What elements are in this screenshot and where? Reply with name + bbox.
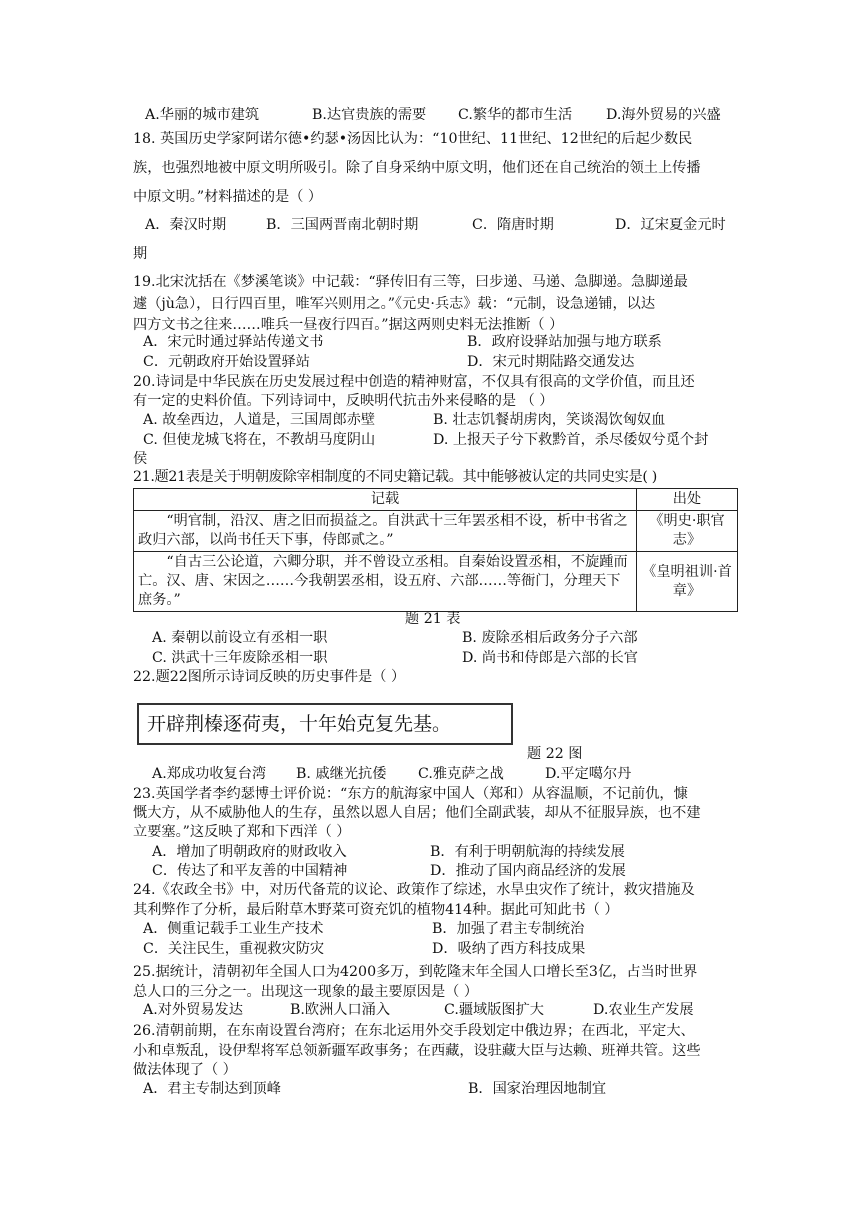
q23-option-a: A．增加了明朝政府的财政收入 — [152, 844, 347, 860]
q20-option-a: A. 故垒西边，人道是，三国周郎赤壁 — [143, 412, 376, 428]
q19-option-b: B．政府设驿站加强与地方联系 — [467, 334, 662, 350]
q18-line-3: 中原文明。”材料描述的是（ ） — [133, 189, 323, 205]
q22-option-d: D.平定噶尔丹 — [545, 766, 632, 782]
q18-option-b: B．三国两晋南北朝时期 — [266, 217, 419, 233]
q18-option-c: C．隋唐时期 — [472, 217, 554, 233]
q19-option-a: A．宋元时通过驿站传递文书 — [143, 334, 324, 350]
q17-option-b: B.达官贵族的需要 — [312, 107, 427, 123]
q20-line-2: 有一定的史料价值。下列诗词中，反映明代抗击外来侵略的是 （ ） — [133, 393, 554, 409]
q25-line-2: 总人口的三分之一。出现这一现象的最主要原因是（ ） — [133, 984, 479, 1000]
q25-option-b: B.欧洲人口涌入 — [290, 1002, 391, 1018]
q21-option-b: B. 废除丞相后政务分子六部 — [462, 630, 638, 646]
q21-table — [133, 488, 738, 612]
q23-option-c: C．传达了和平友善的中国精神 — [152, 863, 348, 879]
q24-option-c: C．关注民生，重视救灾防灾 — [143, 941, 325, 957]
q20-option-b: B. 壮志饥餐胡虏肉，笑谈渴饮匈奴血 — [433, 412, 666, 428]
q22-option-b: B. 戚继光抗倭 — [296, 766, 387, 782]
q18-option-a: A．秦汉时期 — [145, 217, 227, 233]
q17-option-c: C.繁华的都市生活 — [458, 107, 573, 123]
q18-option-d: D．辽宋夏金元时 — [615, 217, 726, 233]
q26-line-3: 做法体现了（ ） — [133, 1062, 237, 1078]
table-cell-source: 《明史·职官志》 — [637, 511, 738, 552]
q23-option-b: B．有利于明朝航海的持续发展 — [430, 844, 625, 860]
q24-option-d: D．吸纳了西方科技成果 — [432, 941, 586, 957]
table-cell-source: 《皇明祖训·首章》 — [637, 552, 738, 612]
q21-option-d: D. 尚书和侍郎是六部的长官 — [462, 650, 638, 666]
table-row — [134, 552, 738, 612]
q26-option-b: B．国家治理因地制宜 — [468, 1081, 607, 1097]
q25-option-d: D.农业生产发展 — [593, 1002, 694, 1018]
q19-option-c: C．元朝政府开始设置驿站 — [143, 354, 310, 370]
q21-caption: 题 21 表 — [405, 611, 461, 627]
q20-line-1: 20.诗词是中华民族在历史发展过程中创造的精神财富，不仅具有很高的文学价值，而且还 — [133, 374, 695, 390]
q18-line-2: 族，也强烈地被中原文明所吸引。除了自身采纳中原文明，他们还在自己统治的领土上传播 — [133, 160, 701, 176]
q17-option-d: D.海外贸易的兴盛 — [606, 107, 721, 123]
q21-option-a: A. 秦朝以前设立有丞相一职 — [152, 630, 328, 646]
q17-option-a: A.华丽的城市建筑 — [145, 107, 260, 123]
q22-poem-figure: 开辟荆榛逐荷夷，十年始克复先基。 — [137, 703, 513, 745]
q26-line-1: 26.清朝前期，在东南设置台湾府；在东北运用外交手段划定中俄边界；在西北，平定大、 — [133, 1023, 695, 1039]
q25-option-a: A.对外贸易发达 — [143, 1002, 243, 1018]
table-row — [134, 511, 738, 552]
q24-option-a: A．侧重记载手工业生产技术 — [143, 921, 324, 937]
table-header-record: 记载 — [134, 489, 637, 511]
q19-line-1: 19.北宋沈括在《梦溪笔谈》中记载：“驿传旧有三等，曰步递、马递、急脚递。急脚递最 — [133, 274, 688, 290]
q25-line-1: 25.据统计，清朝初年全国人口为4200多万，到乾隆末年全国人口增长至3亿，占当时世界 — [133, 964, 698, 980]
q20-option-c: C. 但使龙城飞将在，不教胡马度阴山 — [143, 432, 376, 448]
table-cell-record: “自古三公论道，六卿分职，并不曾设立丞相。自秦始设置丞相，不旋踵而亡。汉、唐、宋因之……今我朝罢丞相，设五府、六部……等衙门，分理天下庶务。” — [134, 552, 637, 612]
q19-option-d: D．宋元时期陆路交通发达 — [467, 354, 635, 370]
q19-line-2: 遽（jù急），日行四百里，唯军兴则用之。”《元史·兵志》载：“元制，设急递铺，以达 — [133, 296, 656, 312]
q19-line-3: 四方文书之往来……唯兵一昼夜行四百。”据这两则史料无法推断（ ） — [133, 317, 564, 333]
q20-option-d: D. 上报天子兮下救黔首，杀尽倭奴兮觅个封 — [433, 432, 709, 448]
table-header-source: 出处 — [637, 489, 738, 511]
q18-wrap: 期 — [133, 246, 148, 262]
q23-option-d: D．推动了国内商品经济的发展 — [430, 863, 626, 879]
q23-line-1: 23.英国学者李约瑟博士评价说：“东方的航海家中国人（郑和）从容温顺，不记前仇，慷 — [133, 786, 688, 802]
q22-option-a: A.郑成功收复台湾 — [152, 766, 267, 782]
q23-line-2: 慨大方，从不威胁他人的生存，虽然以恩人自居；他们全副武装，却从不征服异族，也不建 — [133, 805, 701, 821]
q22-stem: 22.题22图所示诗词反映的历史事件是（ ） — [133, 669, 406, 685]
table-header-row — [134, 489, 738, 511]
q22-option-c: C.雅克萨之战 — [418, 766, 504, 782]
q22-caption: 题 22 图 — [527, 746, 583, 762]
q26-line-2: 小和卓叛乱，设伊犁将军总领新疆军政事务；在西藏，设驻藏大臣与达赖、班禅共管。这些 — [133, 1043, 701, 1059]
q24-option-b: B．加强了君主专制统治 — [432, 921, 585, 937]
q26-option-a: A．君主专制达到顶峰 — [143, 1081, 281, 1097]
q20-wrap: 侯 — [133, 451, 148, 467]
q24-line-2: 其利弊作了分析，最后附草木野菜可资充饥的植物414种。据此可知此书（ ） — [133, 902, 619, 918]
q18-line-1: 18. 英国历史学家阿诺尔德•约瑟•汤因比认为：“10世纪、11世纪、12世纪的后起少数民 — [133, 131, 693, 147]
q25-option-c: C.疆域版图扩大 — [444, 1002, 544, 1018]
q21-option-c: C. 洪武十三年废除丞相一职 — [152, 650, 328, 666]
q21-stem: 21.题21表是关于明朝废除宰相制度的不同史籍记载。其中能够被认定的共同史实是( ) — [133, 469, 657, 485]
q24-line-1: 24.《农政全书》中，对历代备荒的议论、政策作了综述，水旱虫灾作了统计，救灾措施及 — [133, 882, 695, 898]
q23-line-3: 立要塞。”这反映了郑和下西洋（ ） — [133, 824, 351, 840]
table-cell-record: “明官制，沿汉、唐之旧而损益之。自洪武十三年罢丞相不设，析中书省之政归六部，以尚书任天下事，侍郎贰之。” — [134, 511, 637, 552]
